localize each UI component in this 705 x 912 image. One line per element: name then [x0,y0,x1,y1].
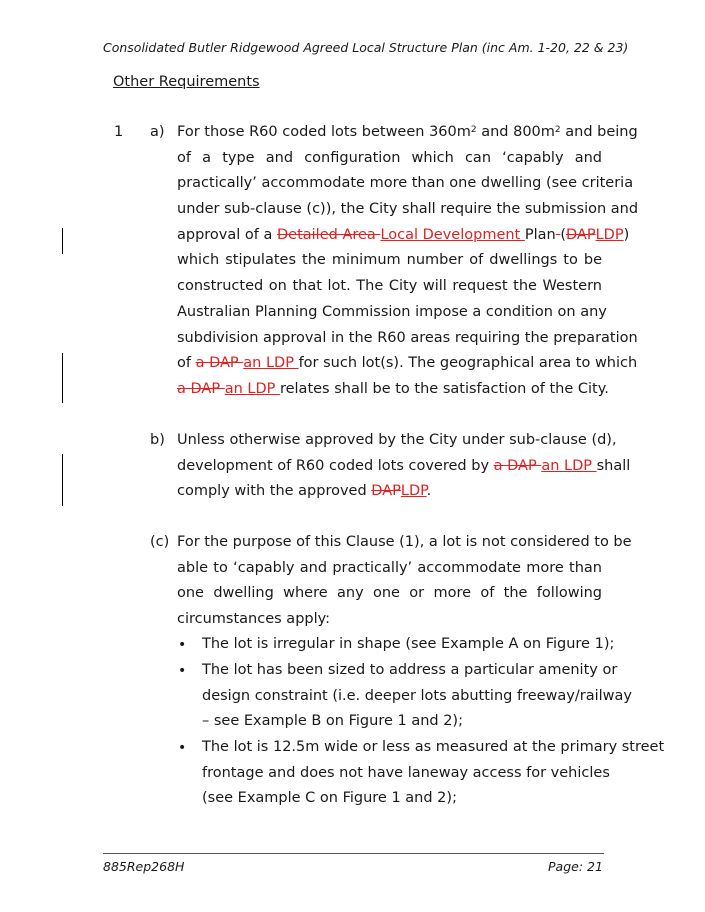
text-line: design constraint (i.e. deeper lots abutting freeway/railway [202,687,632,704]
text-line: practically’ accommodate more than one dwelling (see criteria [177,175,634,192]
subclause-c-label: (c) [150,534,170,550]
text-line: The lot has been sized to address a particular amenity or [202,662,618,678]
bullet-marker: • [178,637,187,653]
footer-page-number: Page: 21 [548,859,603,874]
bullet-item [202,658,632,735]
text-line: For those R60 coded lots between $360m^2$ and $800m^2$ and being [177,124,638,140]
inserted-text: LDP [400,483,427,500]
change-bar [62,353,63,403]
text-line: circumstances apply: [177,611,331,628]
deleted-text: Detailed Area [277,226,381,243]
running-header: Consolidated Butler Ridgewood Agreed Local Structure Plan (inc Am. 1-20, 22 & 23) [103,40,629,55]
change-bar [62,454,63,506]
subclause-a-label: a) [150,124,165,140]
subclause-b-text [177,428,631,505]
inserted-text: Local Development [380,226,525,243]
footer-document-id: 885Rep268H [103,859,185,874]
inserted-text: LDP [595,226,624,243]
text-line: comply with the approved DAPLDP. [177,483,432,500]
deleted-text: a DAP [177,380,225,397]
text-line: approval of a Detailed Area Local Development Plan (DAPLDP) [177,226,630,243]
subclause-a-text [177,120,639,403]
bullet-item [202,735,665,812]
text-line: subdivision approval in the R60 areas requiring the preparation [177,329,638,346]
deleted-text: DAP [566,226,596,243]
text-line: development of R60 coded lots covered by a DAP an LDP shall [177,457,631,474]
text-line: (see Example C on Figure 1 and 2); [202,790,457,807]
deleted-text: a DAP [195,355,244,372]
deleted-text: DAP [371,483,401,500]
text-line: able to ‘capably and practically’ accommodate more than [177,559,602,576]
inserted-text: an LDP [243,355,299,372]
section-title: Other Requirements [113,74,260,90]
text-line: which stipulates the minimum number of dwellings to be [177,252,602,269]
text-line: of a type and configuration which can ‘capably and [177,149,602,166]
text-line: constructed on that lot. The City will request the Western [177,278,602,295]
text-line: – see Example B on Figure 1 and 2); [202,713,463,730]
deleted-text: a DAP [493,457,542,474]
text-line: The lot is 12.5m wide or less as measured at the primary street [202,739,665,755]
text-line: a DAP an LDP relates shall be to the satisfaction of the City. [177,380,609,397]
inserted-text: an LDP [224,380,280,397]
text-line: The lot is irregular in shape (see Example A on Figure 1); [202,636,615,652]
change-bar [62,228,63,254]
subclause-c-text [177,530,632,633]
text-line: under sub-clause (c)), the City shall require the submission and [177,201,639,218]
bullet-marker: • [178,740,187,756]
subclause-b-label: b) [150,432,165,448]
text-line: one dwelling where any one or more of the following [177,585,602,602]
clause-number: 1 [114,124,124,140]
bullet-marker: • [178,663,187,679]
text-line: Unless otherwise approved by the City under sub-clause (d), [177,432,617,448]
text-line: For the purpose of this Clause (1), a lot is not considered to be [177,534,632,550]
bullet-item [202,632,615,658]
inserted-text: an LDP [541,457,597,474]
text-line: Australian Planning Commission impose a condition on any [177,303,607,320]
footer-rule [103,853,604,854]
text-line: of a DAP an LDP for such lot(s). The geographical area to which [177,355,638,372]
text-line: frontage and does not have laneway access for vehicles [202,764,610,781]
